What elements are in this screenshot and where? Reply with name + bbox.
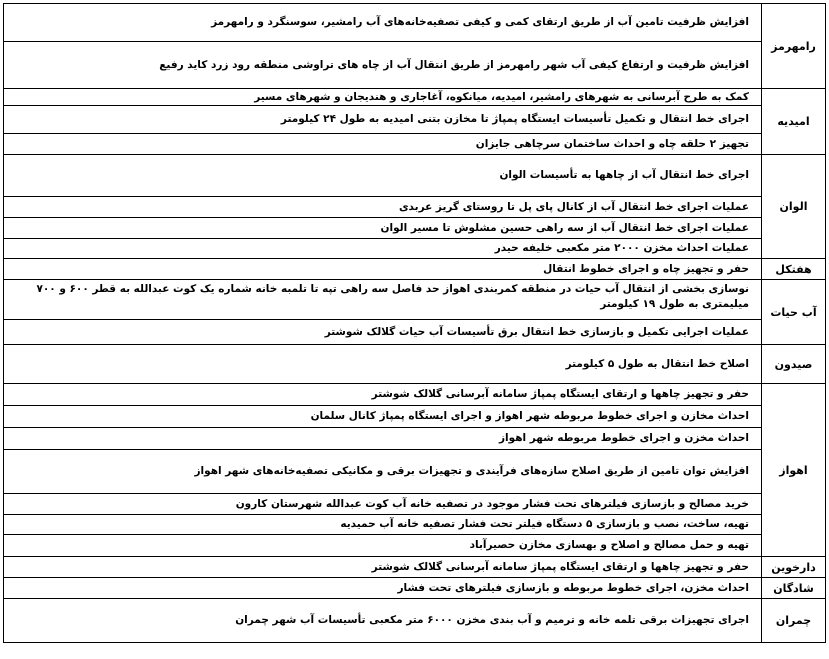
project-item: عملیات اجرای خط انتقال آب از کانال پای پل تا روستای گریز عربدی (4, 197, 761, 218)
table-row-group (4, 557, 825, 578)
project-item: اجرای تجهیزات برقی تلمه خانه و ترمیم و آب بندی مخزن ۶۰۰۰ متر مکعبی تأسیسات آب شهر چمران (235, 614, 749, 626)
table-row-group (4, 345, 825, 384)
project-item: کمک به طرح آبرسانی به شهرهای رامشیر، امیدیه، میانکوه، آغاجاری و هندیجان و شهرهای مسیر (4, 89, 761, 106)
city-name: دارخوین (761, 557, 825, 577)
city-name: الوان (761, 155, 825, 258)
table-row-group (4, 259, 825, 280)
project-item: حفر و تجهیز چاه و اجرای خطوط انتقال (543, 262, 749, 275)
project-list (4, 557, 761, 577)
project-item: اصلاح خط انتقال به طول ۵ کیلومتر (565, 357, 749, 370)
project-item: عملیات اجرایی تکمیل و بازسازی خط انتقال برق تأسیسات آب حیات گلالک شوشتر (324, 325, 749, 338)
project-item: احداث مخزن و اجرای خطوط مربوطه شهر اهواز (4, 428, 761, 450)
project-list (4, 89, 761, 154)
projects-table (3, 3, 826, 643)
project-list (4, 155, 761, 258)
city-name: هفتکل (761, 259, 825, 279)
project-list (4, 4, 761, 88)
project-item: عملیات احداث مخزن ۲۰۰۰ متر مکعبی خلیفه حیدر (494, 242, 749, 254)
table-row-group (4, 155, 825, 259)
project-list (4, 259, 761, 279)
project-list (4, 578, 761, 598)
city-name: شادگان (761, 578, 825, 598)
project-item: افزایش توان تامین از طریق اصلاح سازه‌های فرآیندی و تجهیزات برقی و مکانیکی تصفیه‌خانه‌های شهر اهواز (4, 450, 761, 494)
table-row-group (4, 280, 825, 345)
project-item: اجرای خط انتقال و تکمیل تأسیسات ایستگاه پمپاژ تا مخازن بتنی امیدیه به طول ۲۴ کیلومتر (4, 106, 761, 134)
project-list (4, 345, 761, 383)
table-row-group (4, 4, 825, 89)
project-item: احداث مخازن و اجرای خطوط مربوطه شهر اهواز و اجرای ایستگاه پمپاژ کانال سلمان (4, 406, 761, 428)
project-item: حفر و تجهیز چاهها و ارتقای ایستگاه پمپاژ سامانه آبرسانی گلالک شوشتر (371, 560, 749, 573)
city-name: صیدون (761, 345, 825, 383)
project-list (4, 384, 761, 556)
table-row-group (4, 89, 825, 155)
city-name: رامهرمز (761, 4, 825, 88)
project-item: احداث مخزن، اجرای خطوط مربوطه و بازسازی فیلترهای تحت فشار (397, 581, 749, 594)
project-item: افزایش ظرفیت تامین آب از طریق ارتقای کمی و کیفی تصفیه‌خانه‌های آب رامشیر، سوسنگرد و رامهرمز (4, 4, 761, 42)
city-name: امیدیه (761, 89, 825, 154)
project-item: نوسازی بخشی از انتقال آب حیات در منطقه کمربندی اهواز حد فاصل سه راهی تپه تا تلمبه خانه شماره یک کوت عبدالله به قطر ۶۰۰ و ۷۰۰ میلیمتری به طول ۱۹ کیلومتر (4, 280, 761, 320)
project-item: خرید مصالح و بازسازی فیلترهای تحت فشار موجود در تصفیه خانه آب کوت عبدالله شهرستان کارون (4, 494, 761, 515)
project-list (4, 599, 761, 642)
city-name: چمران (761, 599, 825, 642)
project-item: حفر و تجهیز چاهها و ارتقای ایستگاه پمپاژ سامانه آبرسانی گلالک شوشتر (4, 384, 761, 406)
project-item: افزایش ظرفیت و ارتفاع کیفی آب شهر رامهرمز از طریق انتقال آب از چاه های تراوشی منطقه رود زرد کاید رفیع (159, 58, 749, 71)
table-row-group (4, 384, 825, 557)
table-row-group (4, 578, 825, 599)
city-name: آب حیات (761, 280, 825, 344)
project-list (4, 280, 761, 344)
city-name: اهواز (761, 384, 825, 556)
project-item: تجهیز ۲ حلقه چاه و احداث ساختمان سرچاهی جایزان (475, 137, 749, 150)
project-item: اجرای خط انتقال آب از چاهها به تأسیسات الوان (4, 155, 761, 197)
project-item: تهیه، ساخت، نصب و بازسازی ۵ دستگاه فیلتر تحت فشار تصفیه خانه آب حمیدیه (4, 515, 761, 535)
project-item: عملیات اجرای خط انتقال آب از سه راهی حسین مشلوش تا مسیر الوان (4, 218, 761, 239)
project-item: تهیه و حمل مصالح و اصلاح و بهسازی مخازن حصیرآباد (469, 539, 749, 551)
table-row-group (4, 599, 825, 642)
